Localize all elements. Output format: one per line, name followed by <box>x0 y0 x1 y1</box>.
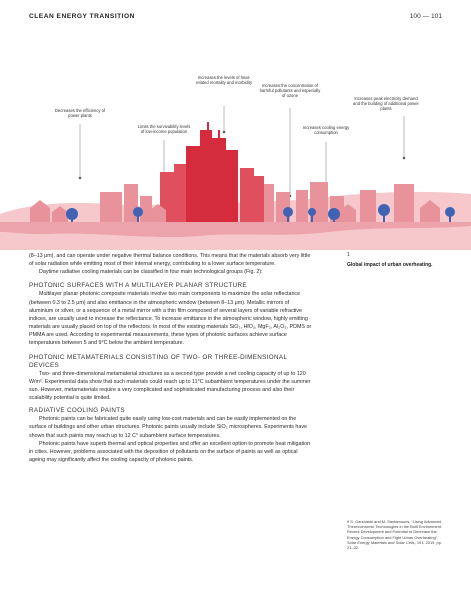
callout-heat-mortality: Increases the levels of heat-related mortality and morbidity <box>195 75 253 85</box>
paragraph: Two- and three-dimensional metamaterial structures as a second type provide a net cooling capacity of up to 120 W/m². Experimental data show that such materials could reach up to 11°C subambient temperatures under the summer sun. However, metamaterials require a very complicated and sophisticated manufacturing process and also their scalability potential is quite limited. <box>29 370 311 402</box>
running-title: CLEAN ENERGY TRANSITION <box>29 13 135 20</box>
paragraph: Daytime radiative cooling materials can be classified in four main technological groups (Fig. 2): <box>39 269 263 276</box>
footnote-tail: , 191, 2019, pp. 21–32. <box>347 539 442 551</box>
section-heading-metamaterials: PHOTONIC METAMATERIALS CONSISTING OF TWO- OR THREE-DIMENSIONAL DEVICES <box>29 353 288 369</box>
footnote <box>347 519 447 550</box>
figure-number: 1 <box>347 252 350 258</box>
paragraph: Photonic paints can be fabricated quite easily using low-cost materials and can be easily implemented on the surface of buildings and other urban structures. Photonic paints usually include SiO₂ microspheres. Experiments have shown that such paints may reach up to 12 C° subambient surface temperatures. <box>29 416 308 439</box>
callout-peak-electricity: Increases peak electricity demand and the building of additional power plants <box>353 96 419 111</box>
section-heading-multilayer: PHOTONIC SURFACES WITH A MULTILAYER PLANAR STRUCTURE <box>29 282 247 290</box>
footnote-text: 9 S. Garshasbi and M. Santamouris, “Using Advanced Thermochromic Technologies in the Built Environment. Recent Development and Potential to Decrease the Energy Consumption and Fight Urban Overheating”, <box>347 519 443 540</box>
paragraph: (8–13 μm), and can operate under negative thermal balance conditions. This means that the materials absorb very little of solar radiation while emitting most of their internal energy, contributing to a lower surface temperature. <box>29 253 311 268</box>
paragraph: Multilayer planar photonic composite materials involve two main components to maximize the solar reflectance (between 0.3 to 2.5 μm) and also emittance in the atmospheric window (between 8–13 μm). Metallic mirrors of aluminium or silver, or a sequence of a metal mirror with a thin film composed of several layers of variable refractive indices, are usually used to increase the reflectance. To increase emittance in the atmospheric window, highly emitting materials are usually placed on top of the reflectors. In most of the existing materials SiO₂, HfO₂, MgF₂, Al₂O₃, PDMS or PMMA are used. According to experimental measurements, these types of photonic surfaces achieve surface temperatures between 5 and 9°C below the ambient temperature. <box>29 291 312 347</box>
figure-caption <box>347 252 447 269</box>
section-heading-paints: RADIATIVE COOLING PAINTS <box>29 407 125 415</box>
figure-caption-text: Global impact of urban overheating. <box>347 262 433 269</box>
callout-power-plant-efficiency: Decreases the efficiency of power plants <box>54 108 106 118</box>
paragraph: Photonic paints have superb thermal and optical properties and offer an excellent option to promote heat mitigation in cities. However, problems associated with the deposition of pollutants on the surface of paints as well as optical ageing may significantly affect the cooling capacity of photonic paints. <box>29 440 311 463</box>
body-text <box>29 252 312 464</box>
footnote-journal: Solar Energy Materials and Solar Cells <box>347 539 415 545</box>
callout-low-income-survivability: Limits the survivability levels of low-income population <box>137 124 191 134</box>
red-towers <box>186 122 238 222</box>
callout-cooling-energy: Increases cooling energy consumption <box>302 125 350 135</box>
urban-overheating-illustration <box>0 72 471 250</box>
callout-pollutants-ozone: Increases the concentration of harmful pollutants and especially of ozone <box>259 83 321 98</box>
page-numbers: 100 — 101 <box>409 13 442 20</box>
page-header <box>29 13 442 27</box>
